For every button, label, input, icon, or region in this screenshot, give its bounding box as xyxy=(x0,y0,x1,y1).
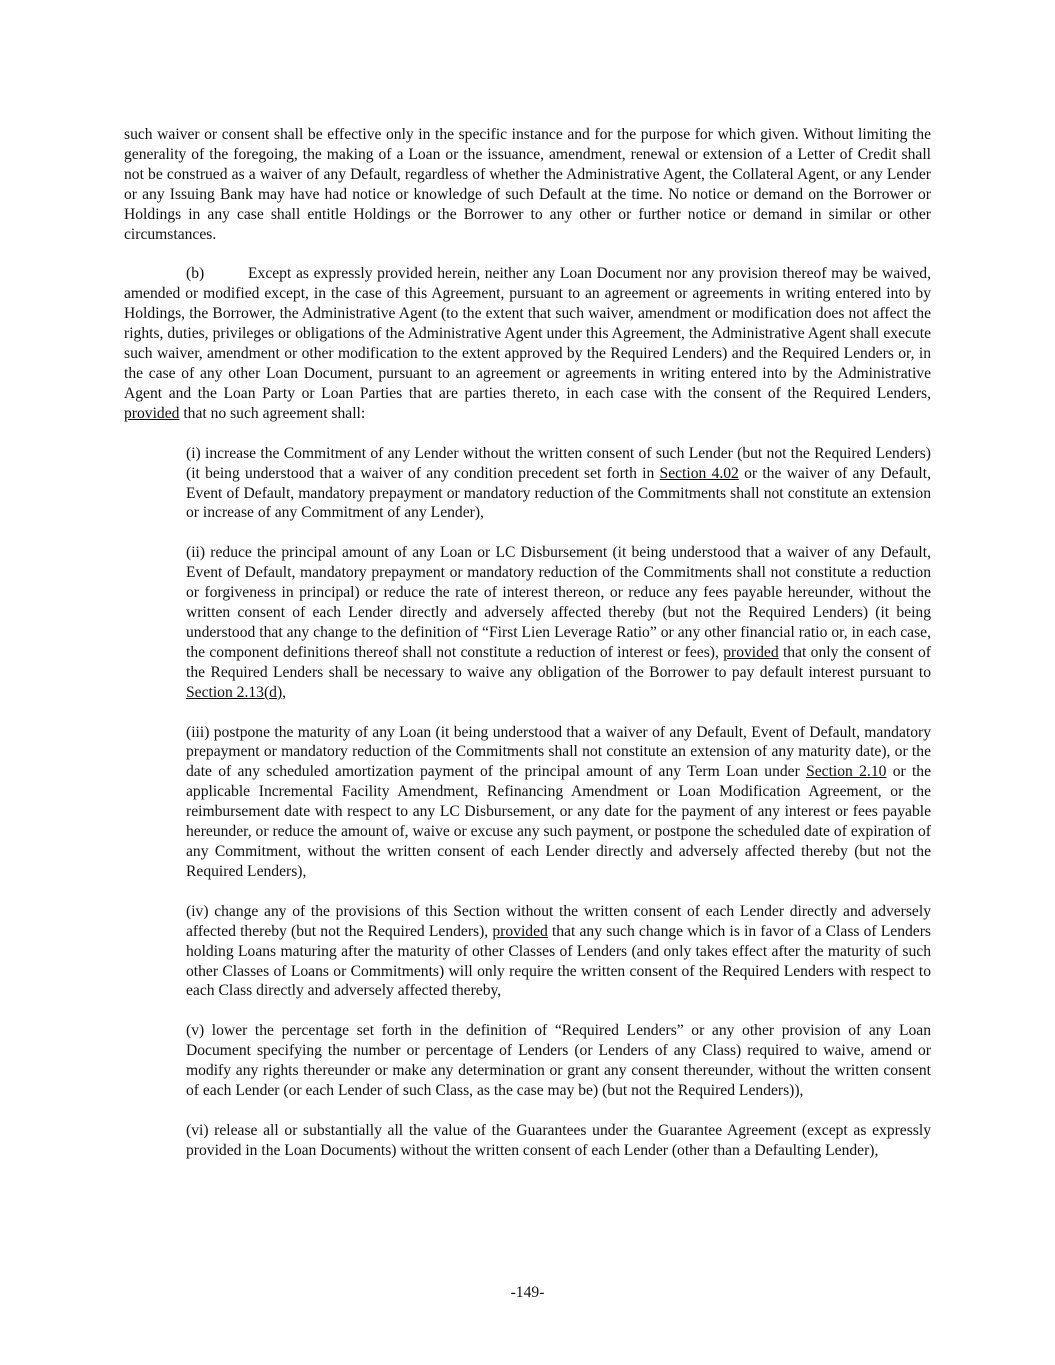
clause-ii-text: (ii) reduce the principal amount of any Loan or LC Disbursement (it being understood that a waiver of any Default, Event of Default, mandatory prepayment or mandatory reduction of the Commitments shall not constitute a reduction or forgiveness in principal) or reduce the rate of interest thereon, or reduce any fees payable hereunder, without the written consent of each Lender directly and adversely affected thereby (but not the Required Lenders) (it being understood that any change to the definition of “First Lien Leverage Ratio” or any other financial ratio or, in each case, the component definitions thereof shall not constitute a reduction of interest or fees), xyxy=(186,544,931,661)
clause-iii-section-ref: Section 2.10 xyxy=(806,763,887,781)
clause-ii-text-mid: that only the consent of the Required Lenders shall be necessary to waive any obligation of the Borrower to pay default interest pursuant to xyxy=(186,643,932,681)
clause-ii xyxy=(186,543,931,702)
clause-ii-provided: provided xyxy=(723,643,779,661)
clause-v: (v) lower the percentage set forth in the definition of “Required Lenders” or any other provision of any Loan Document specifying the number or percentage of Lenders (or Lenders of any Class) required to waive, amend or modify any rights thereunder or make any determination or grant any consent thereunder, without the written consent of each Lender (or each Lender of such Class, as the case may be) (but not the Required Lenders)), xyxy=(186,1022,931,1100)
clause-iii xyxy=(186,723,931,882)
clause-ii-text-end: , xyxy=(282,683,287,701)
clause-i-section-ref: Section 4.02 xyxy=(659,464,739,482)
section-b-paragraph xyxy=(124,264,931,423)
clause-iv-text-end: that any such change which is in favor of a Class of Lenders holding Loans maturing after the maturity of other Classes of Lenders (and only takes effect after the maturity of such other Classes of Loans or Commitments) will only require the written consent of the Required Lenders with respect to each Class directly and adversely affected thereby, xyxy=(186,922,931,1000)
section-b-label: (b) xyxy=(186,265,205,283)
clause-iv xyxy=(186,902,931,1002)
clause-i xyxy=(186,444,931,524)
clause-iv-provided: provided xyxy=(492,922,548,940)
page-number: -149- xyxy=(510,1284,545,1301)
clause-vi: (vi) release all or substantially all the value of the Guarantees under the Guarantee Agreement (except as expressly provided in the Loan Documents) without the written consent of each Lender (other than a Defaulting Lender), xyxy=(186,1121,931,1159)
section-b-provided: provided xyxy=(124,404,180,422)
intro-paragraph: such waiver or consent shall be effective only in the specific instance and for the purpose for which given. Without limiting the generality of the foregoing, the making of a Loan or the issuance, amendment, renewal or extension of a Letter of Credit shall not be construed as a waiver of any Default, regardless of whether the Administrative Agent, the Collateral Agent, or any Lender or any Issuing Bank may have had notice or knowledge of such Default at the time. No notice or demand on the Borrower or Holdings in any case shall entitle Holdings or the Borrower to any other or further notice or demand in similar or other circumstances. xyxy=(124,126,931,243)
clause-iii-text: (iii) postpone the maturity of any Loan (it being understood that a waiver of any Default, Event of Default, mandatory prepayment or mandatory reduction of the Commitments shall not constitute an extension of any maturity date), or the date of any scheduled amortization payment of the principal amount of any Term Loan under xyxy=(186,723,931,781)
clause-i-text: (i) increase the Commitment of any Lender without the written consent of such Lender (but not the Required Lenders) (it being understood that a waiver of any condition precedent set forth in xyxy=(186,444,931,482)
section-b-text-end: that no such agreement shall: xyxy=(179,404,366,422)
clause-iii-text-end: or the applicable Incremental Facility Amendment, Refinancing Amendment or Loan Modification Agreement, or the reimbursement date with respect to any LC Disbursement, or any date for the payment of any interest or fees payable hereunder, or reduce the amount of, waive or excuse any such payment, or postpone the scheduled date of expiration of any Commitment, without the written consent of each Lender directly and adversely affected thereby (but not the Required Lenders), xyxy=(186,763,932,880)
clause-ii-section-ref: Section 2.13(d) xyxy=(186,683,283,701)
document-page xyxy=(124,125,931,1161)
clause-i-text-end: or the waiver of any Default, Event of Default, mandatory prepayment or mandatory reduction of the Commitments shall not constitute an extension or increase of any Commitment of any Lender), xyxy=(186,464,931,522)
section-b-text: Except as expressly provided herein, neither any Loan Document nor any provision thereof may be waived, amended or modified except, in the case of this Agreement, pursuant to an agreement or agreements in writing entered into by Holdings, the Borrower, the Administrative Agent (to the extent that such waiver, amendment or modification does not affect the rights, duties, privileges or obligations of the Administrative Agent under this Agreement, the Administrative Agent shall execute such waiver, amendment or other modification to the extent approved by the Required Lenders) and the Required Lenders or, in the case of any other Loan Document, pursuant to an agreement or agreements in writing entered into by the Administrative Agent and the Loan Party or Loan Parties that are parties thereto, in each case with the consent of the Required Lenders, xyxy=(124,265,931,402)
clause-iv-text: (iv) change any of the provisions of this Section without the written consent of each Lender directly and adversely affected thereby (but not the Required Lenders), xyxy=(186,902,931,940)
